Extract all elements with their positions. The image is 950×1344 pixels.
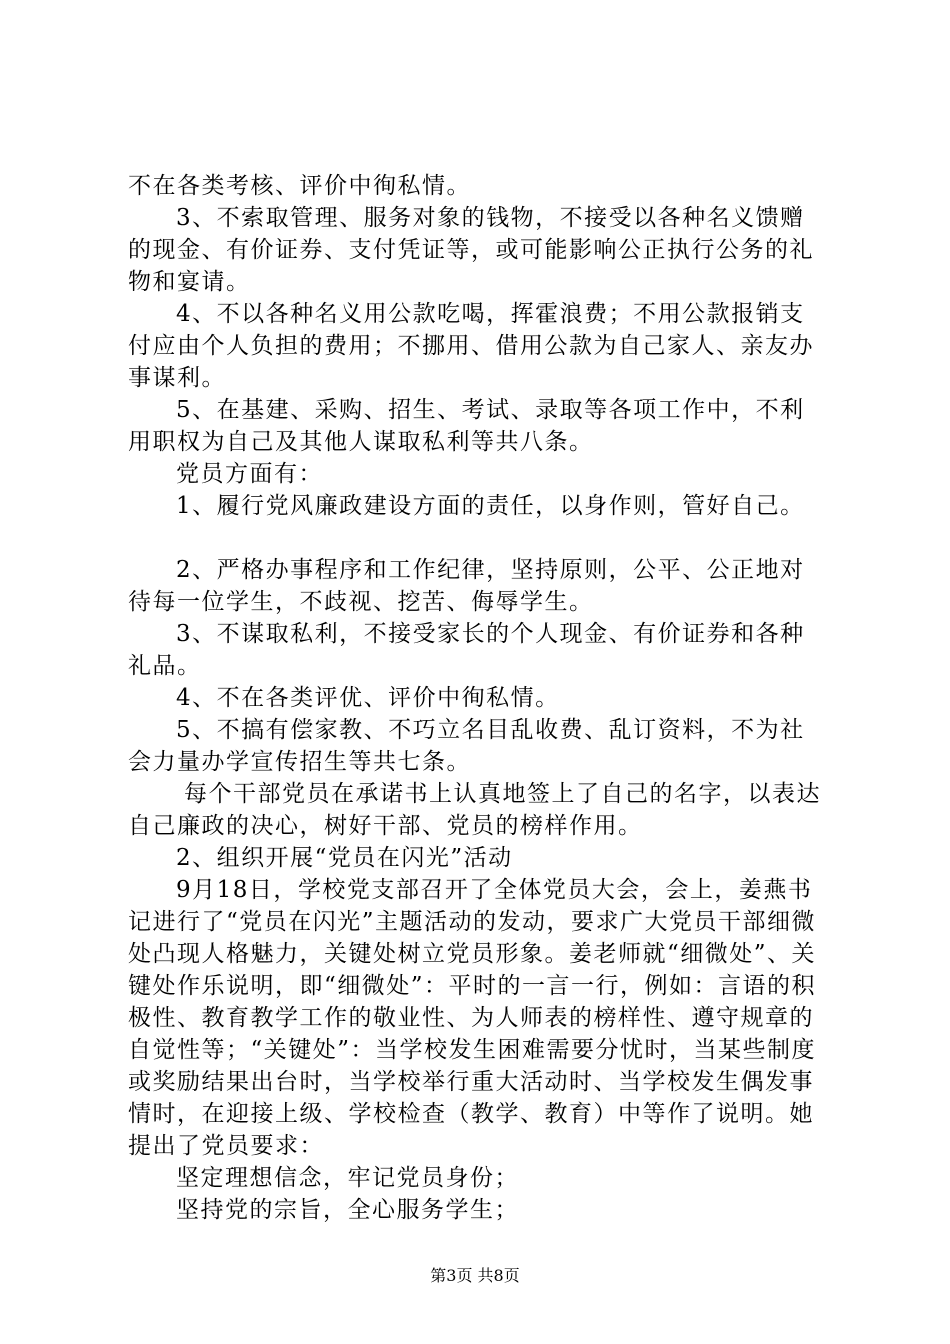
paragraph-signature: 每个干部党员在承诺书上认真地签上了自己的名字，以表达自己廉政的决心，树好干部、党员的榜样作用。 xyxy=(128,781,821,839)
paragraph-member-item-5: 5、不搞有偿家教、不巧立名目乱收费、乱订资料，不为社会力量办学宣传招生等共七条。 xyxy=(128,717,805,775)
paragraph-cadre-item-4: 4、不以各种名义用公款吃喝，挥霍浪费；不用公款报销支付应由个人负担的费用；不挪用、借用公款为自己家人、亲友办事谋利。 xyxy=(128,301,814,391)
body-text xyxy=(128,170,828,1226)
paragraph-meeting: 9月18日，学校党支部召开了全体党员大会，会上，姜燕书记进行了“党员在闪光”主题活动的发动，要求广大党员干部细微处凸现人格魅力，关键处树立党员形象。姜老师就“细微处”、关键处作乐说明，即“细微处”：平时的一言一行，例如：言语的积极性、教育教学工作的敬业性、为人师表的榜样性、遵守规章的自觉性等；“关键处”：当学校发生困难需要分忧时，当某些制度或奖励结果出台时，当学校举行重大活动时、当学校发生偶发事情时，在迎接上级、学校检查（教学、教育）中等作了说明。她提出了党员要求： xyxy=(128,877,817,1159)
paragraph-member-item-4: 4、不在各类评优、评价中徇私情。 xyxy=(176,685,560,711)
paragraph-requirement-2: 坚持党的宗旨，全心服务学生； xyxy=(176,1197,519,1223)
paragraph-cadre-item-5: 5、在基建、采购、招生、考试、录取等各项工作中，不利用职权为自己及其他人谋取私利等共八条。 xyxy=(128,397,805,455)
paragraph-member-item-1: 1、履行党风廉政建设方面的责任，以身作则，管好自己。 xyxy=(176,493,805,519)
paragraph-member-item-3: 3、不谋取私利，不接受家长的个人现金、有价证券和各种礼品。 xyxy=(128,621,805,679)
paragraph-cadre-item-3: 3、不索取管理、服务对象的钱物，不接受以各种名义馈赠的现金、有价证券、支付凭证等，或可能影响公正执行公务的礼物和宴请。 xyxy=(128,205,814,295)
paragraph-member-heading: 党员方面有： xyxy=(176,461,323,487)
paragraph-requirement-1: 坚定理想信念，牢记党员身份； xyxy=(176,1165,519,1191)
page-footer: 第3页 共8页 xyxy=(430,1266,520,1285)
section-heading-activity: 2、组织开展“党员在闪光”活动 xyxy=(176,845,513,871)
paragraph-member-item-2: 2、严格办事程序和工作纪律，坚持原则，公平、公正地对待每一位学生，不歧视、挖苦、侮辱学生。 xyxy=(128,557,805,615)
paragraph-continuation: 不在各类考核、评价中徇私情。 xyxy=(128,173,471,199)
